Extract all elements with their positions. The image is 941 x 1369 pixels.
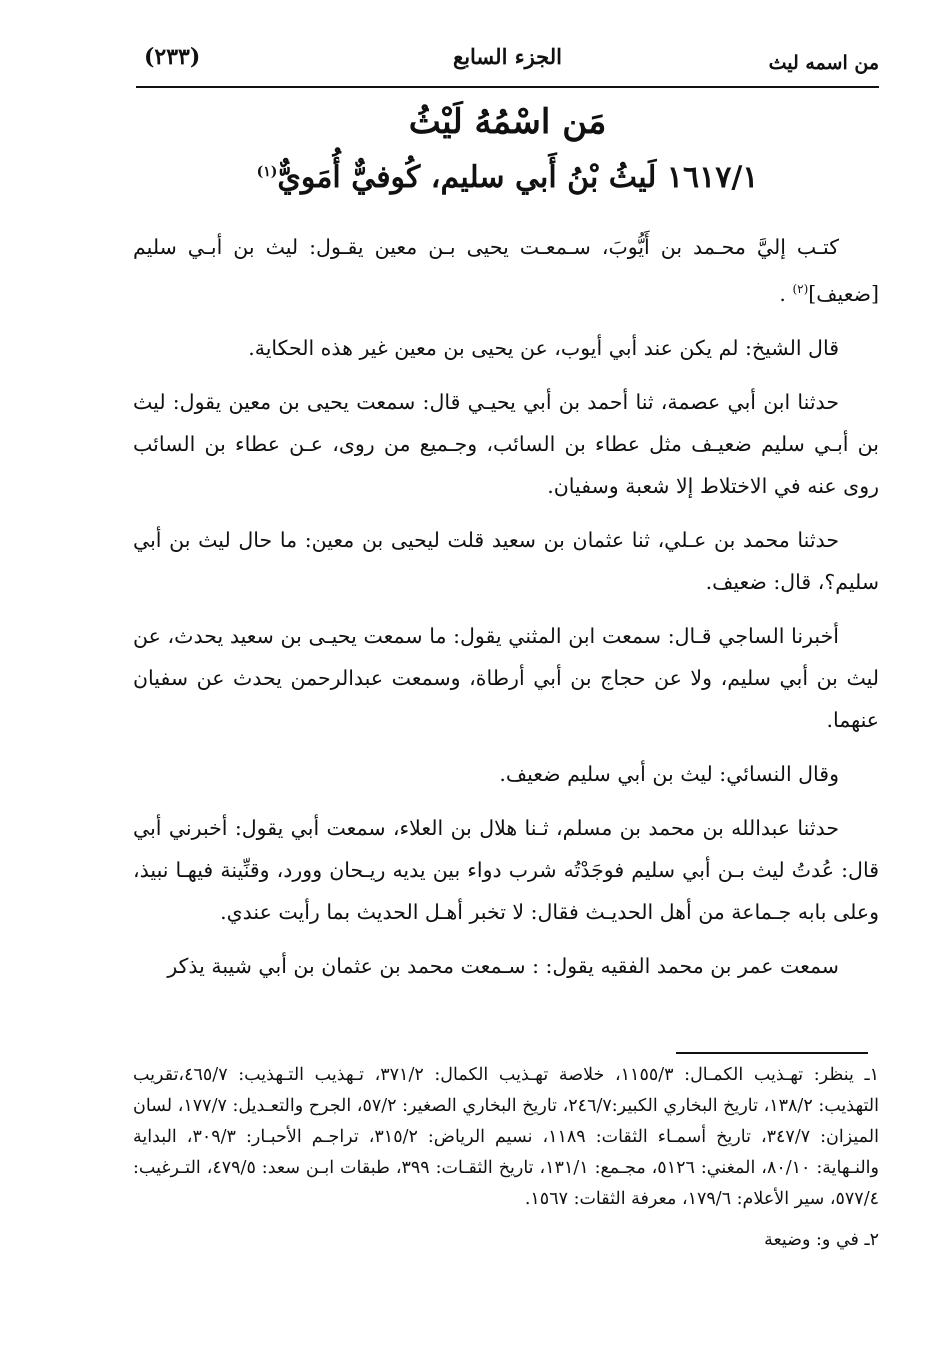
paragraph: حدثنا ابن أبي عصمة، ثنا أحمد بن أبي يحيـي قال: سمعت يحيى بن معين يقول: ليث بن أبـي سليم ضعيـف مثل عطاء بن السائب، وجـميع من روى، عـن عطاء بن السائب روى عنه في الاختلاط إلا شعبة وسفيان. — [133, 389, 879, 498]
header-rule — [136, 86, 879, 88]
paragraph — [133, 226, 879, 315]
footnote-marker: (١) — [256, 164, 278, 180]
paragraph: حدثنا عبدالله بن محمد بن مسلم، ثـنا هلال بن العلاء، سمعت أبي يقول: أخبرني أبي قال: عُدتُ ليث بـن أبي سليم فوجَدْتُه شرب دواء بين يديه ريـحان وورد، وقنِّينة فيهـا نبيذ، وعلى بابه جـماعة من أهل الحديـث فقال: لا تخبر أهـل الحديث بما رأيت عندي. — [133, 815, 879, 924]
page-number: (٢٣٣) — [144, 44, 201, 70]
volume-label: الجزء السابع — [453, 44, 562, 69]
body-text — [133, 226, 879, 999]
running-header — [136, 40, 879, 84]
footnote-rule — [676, 1052, 868, 1054]
paragraph: أخبرنا الساجي قـال: سمعت ابن المثني يقول: ما سمعت يحيـى بن سعيد يحدث، عن ليث بن أبي سليم، ولا عن حجاج بن أبي أرطاة، وسمعت عبدالرحمن يحدث عن سفيان عنهما. — [133, 623, 879, 732]
entry-title — [136, 160, 879, 195]
section-label: من اسمه ليث — [768, 52, 879, 74]
paragraph: سمعت عمر بن محمد الفقيه يقول: : سـمعت محمد بن عثمان بن أبي شيبة يذكر — [167, 953, 839, 978]
paragraph: قال الشيخ: لم يكن عند أبي أيوب، عن يحيى بن معين غير هذه الحكاية. — [248, 335, 839, 360]
footnote-1: ١ـ ينظر: تهـذيب الكمـال: ١١٥٥/٣، خلاصة تهـذيب الكمال: ٣٧١/٢، تـهذيب التـهذيب: ٤٦٥/٧،تقريب التهذيب: ١٣٨/٢، تاريخ البخاري الكبير:٢٤٦/٧، تاريخ البخاري الصغير: ٥٧/٢، الجرح والتعـديل: ١٧٧/٧، لسان الميزان: ٣٤٧/٧، تاريخ أسمـاء الثقات: ١١٨٩، نسيم الرياض: ٣١٥/٢، تراجـم الأحبـار: ٣٠٩/٣، البداية والنـهاية: ٨٠/١٠، المغني: ٥١٢٦، مجـمع: ١٣١/١، تاريخ الثقـات: ٣٩٩، طبقات ابـن سعد: ٤٧٩/٥، التـرغيب: ٥٧٧/٤، سير الأعلام: ١٧٩/٦، معرفة الثقات: ١٥٦٧. — [133, 1065, 880, 1209]
footnote-2: ٢ـ في و: وضيعة — [764, 1230, 879, 1250]
entry-title-text: ١٦١٧/١ لَيثُ بْنُ أَبي سليم، كُوفيٌّ أُمَويٌّ — [277, 160, 759, 195]
chapter-title: مَن اسْمُهُ لَيْثُ — [408, 102, 607, 142]
paragraph-text: كتـب إليَّ محـمد بن أَيُّوبَ، سـمعـت يحيى بـن معين يقـول: ليث بن أبـي سليم [ضعيف] — [133, 235, 879, 306]
paragraph-end: . — [779, 281, 793, 306]
footnotes — [133, 1060, 879, 1266]
paragraph: حدثنا محمد بن عـلي، ثنا عثمان بن سعيد قلت ليحيى بن معين: ما حال ليث بن أبي سليم؟، قال: ضعيف. — [133, 527, 879, 594]
paragraph: وقال النسائي: ليث بن أبي سليم ضعيف. — [499, 761, 839, 786]
footnote-marker: (٢) — [792, 282, 809, 296]
